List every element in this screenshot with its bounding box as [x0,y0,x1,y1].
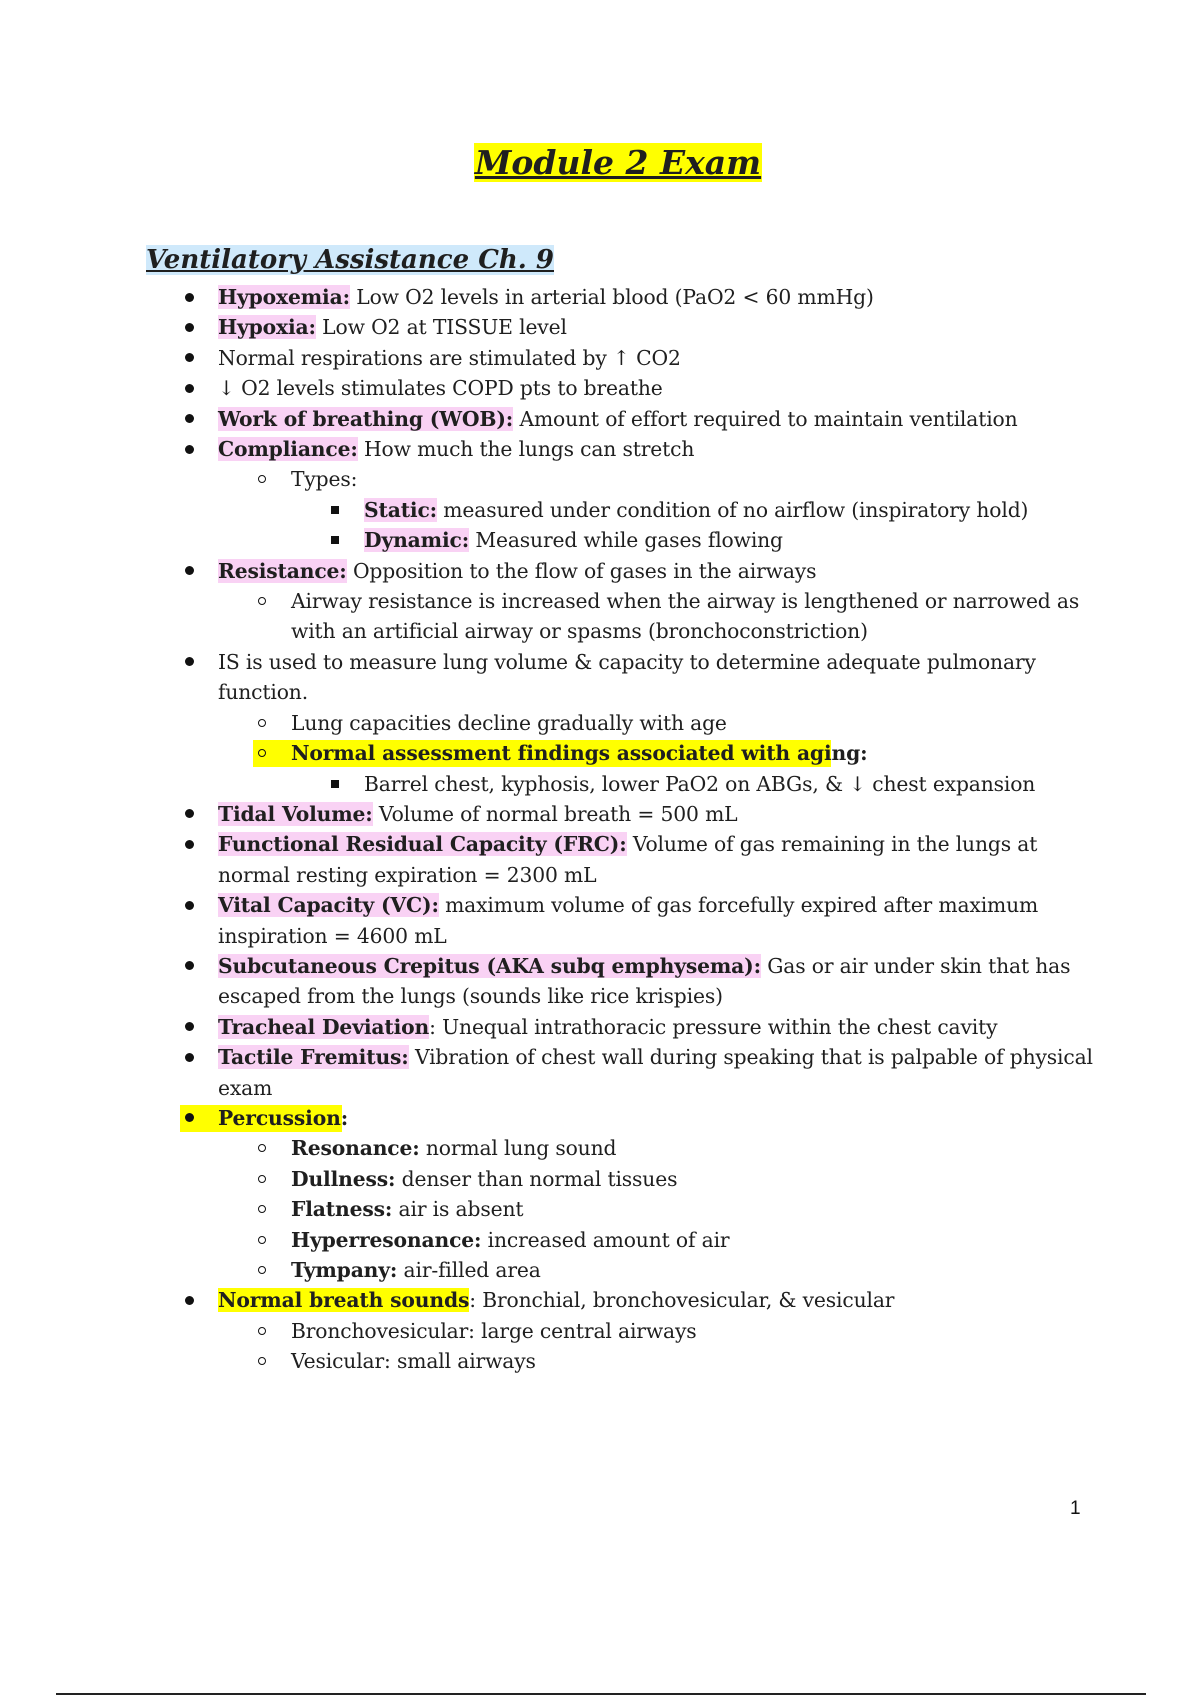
definition: air is absent [392,1197,524,1222]
definition: Types: [291,467,358,492]
bullet-circle-icon [253,738,271,768]
term: Hypoxemia: [218,285,350,309]
list-item [0,556,1200,586]
bullet-dot-icon [180,556,198,586]
bullet-circle-icon [253,1225,271,1255]
bullet-dot-icon [180,890,198,920]
bullet-circle-icon [253,1255,271,1285]
bullet-circle-icon [253,1194,271,1224]
list-item [0,343,1200,373]
term: Tympany: [291,1258,398,1282]
term: Flatness: [291,1197,393,1222]
list-item [0,312,1200,342]
list-item [0,1255,1200,1285]
definition: Lung capacities decline gradually with age [291,710,727,735]
bullet-dot-icon [180,951,198,981]
list-item [0,434,1200,464]
definition: Normal respirations are stimulated by ↑ CO2 [218,345,681,370]
definition: air-filled area [397,1258,541,1282]
bullet-dot-icon [180,1103,198,1133]
definition: Volume of normal breath = 500 mL [372,801,738,826]
list-item [0,799,1200,829]
term: Tidal Volume: [218,801,373,826]
term: Work of breathing (WOB): [218,406,514,431]
bullet-dot-icon [180,312,198,342]
term: Subcutaneous Crepitus (AKA subq emphysema): [218,953,761,978]
definition: measured under condition of no airflow (inspiratory hold) [437,497,1029,522]
list-item [0,1164,1200,1194]
bullet-dot-icon [180,434,198,464]
bullet-dot-icon [180,404,198,434]
page-title: Module 2 Exam [474,143,762,182]
definition: Bronchovesicular: large central airways [291,1318,697,1343]
list-item [0,829,1200,890]
section-heading: Ventilatory Assistance Ch. 9 [146,245,554,275]
term: Functional Residual Capacity (FRC): [218,832,627,857]
term: Normal assessment findings associated with aging: [291,741,868,766]
definition: Vesicular: small airways [291,1349,536,1374]
list-item [0,1346,1200,1376]
list-item [0,1103,1200,1133]
bullet-dot-icon [180,1042,198,1072]
term: Resonance: [291,1136,420,1161]
definition: Gas or air under skin that has escaped from the lungs (sounds like rice krispies) [218,953,1071,1009]
definition: : Unequal intrathoracic pressure within the chest cavity [429,1014,998,1039]
term: Percussion: [218,1105,349,1130]
bullet-dot-icon [180,343,198,373]
definition: : Bronchial, bronchovesicular, & vesicular [469,1288,895,1313]
definition: denser than normal tissues [395,1166,678,1191]
definition: Volume of gas remaining in the lungs at normal resting expiration = 2300 mL [218,832,1038,887]
definition: Opposition to the flow of gases in the airways [346,558,817,583]
definition: Measured while gases flowing [469,528,783,553]
bullet-circle-icon [253,1346,271,1376]
bullet-dot-icon [180,1012,198,1042]
term: Resistance: [218,558,347,583]
definition: ↓ O2 levels stimulates COPD pts to breathe [218,376,663,401]
list-item [0,495,1200,525]
bullet-square-icon [326,495,344,525]
term: Vital Capacity (VC): [218,893,439,918]
term: Tracheal Deviation [218,1014,430,1039]
bullet-dot-icon [180,829,198,859]
list-item [0,951,1200,1012]
list-item [0,1316,1200,1346]
bullet-circle-icon [253,464,271,494]
definition: Airway resistance is increased when the airway is lengthened or narrowed as with an artificial airway or spasms (bronchoconstriction) [291,589,1080,644]
definition: How much the lungs can stretch [357,437,695,462]
bullet-circle-icon [253,1133,271,1163]
term: Dynamic: [364,528,470,553]
list-item [0,1012,1200,1042]
bullet-circle-icon [253,1164,271,1194]
list-item [0,1042,1200,1103]
list-item [0,404,1200,434]
definition: IS is used to measure lung volume & capacity to determine adequate pulmonary function. [218,649,1036,705]
bullet-dot-icon [180,373,198,403]
bullet-circle-icon [253,708,271,738]
term: Static: [364,497,438,522]
definition: Low O2 levels in arterial blood (PaO2 < 60 mmHg) [349,285,874,309]
bullet-dot-icon [180,282,198,312]
list-item [0,586,1200,647]
page-number: 1 [1070,1498,1081,1519]
list-item [0,373,1200,403]
list-item [0,738,1200,768]
definition: normal lung sound [419,1136,617,1161]
page-bottom-rule [56,1693,1146,1695]
list-item [0,525,1200,555]
bullet-square-icon [326,525,344,555]
list-item [0,1133,1200,1163]
definition: increased amount of air [481,1227,730,1252]
bullet-circle-icon [253,1316,271,1346]
list-item [0,647,1200,708]
term: Compliance: [218,437,358,462]
term: Hypoxia: [218,315,316,340]
definition: Barrel chest, kyphosis, lower PaO2 on ABGs, & ↓ chest expansion [364,771,1036,796]
term: Dullness: [291,1166,396,1191]
definition: Amount of effort required to maintain ventilation [513,406,1018,431]
notes-list [0,282,1200,1377]
bullet-square-icon [326,769,344,799]
bullet-dot-icon [180,647,198,677]
list-item [0,890,1200,951]
list-item [0,1225,1200,1255]
term: Tactile Fremitus: [218,1045,409,1070]
definition: Vibration of chest wall during speaking that is palpable of physical exam [218,1045,1093,1100]
list-item [0,282,1200,312]
list-item [0,769,1200,799]
list-item [0,708,1200,738]
list-item [0,1285,1200,1315]
term: Normal breath sounds [218,1288,470,1313]
bullet-circle-icon [253,586,271,616]
list-item [0,464,1200,494]
term: Hyperresonance: [291,1227,482,1252]
definition: Low O2 at TISSUE level [315,315,567,340]
definition: maximum volume of gas forcefully expired after maximum inspiration = 4600 mL [218,893,1039,948]
list-item [0,1194,1200,1224]
bullet-dot-icon [180,799,198,829]
bullet-dot-icon [180,1285,198,1315]
